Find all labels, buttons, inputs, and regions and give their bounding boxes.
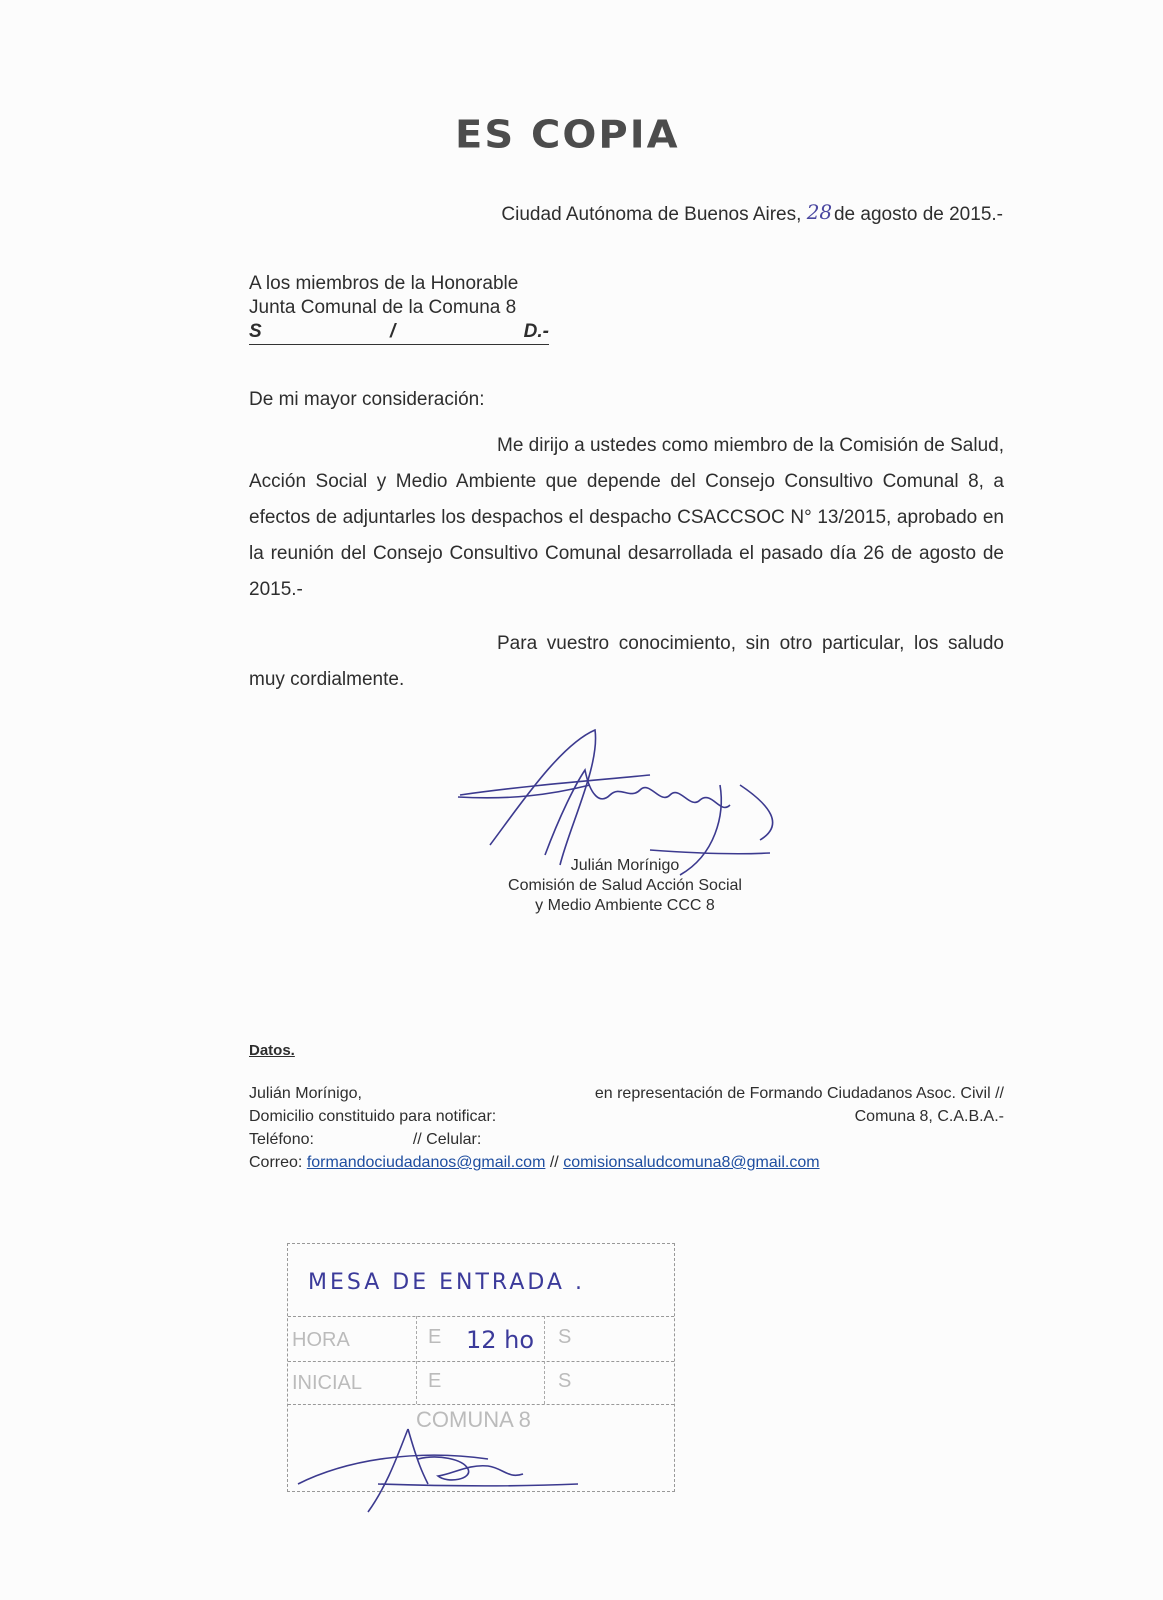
date-day: 28	[806, 200, 833, 224]
datos-line-3	[249, 1128, 1004, 1151]
address-line-1: A los miembros de la Honorable	[249, 273, 519, 294]
signer-name: Julián Morínigo	[570, 857, 680, 874]
address-sd	[249, 320, 549, 345]
stamp-e-2: E	[428, 1370, 442, 1392]
reception-stamp	[287, 1243, 675, 1492]
stamp-e-1: E	[428, 1326, 442, 1348]
stamp-handwritten-title: MESA DE ENTRADA .	[308, 1270, 585, 1295]
body-paragraph-1: Me dirijo a ustedes como miembro de la Comisión de Salud, Acción Social y Medio Ambiente que depende del Consejo Consultivo Comunal 8, a efectos de adjuntarles los despachos el despacho CSACCSOC N° 13/2015, aprobado en la reunión del Consejo Consultivo Comunal desarrollada el pasado día 26 de agosto de 2015.-	[249, 435, 1004, 600]
stamp-inicial-label: INICIAL	[292, 1372, 363, 1394]
signer-role-1: Comisión de Salud Acción Social	[508, 877, 742, 894]
address-slash: /	[390, 321, 396, 342]
stamp-signature	[288, 1404, 588, 1514]
signer-role-2: y Medio Ambiente CCC 8	[535, 897, 715, 914]
datos-line-2	[249, 1105, 1004, 1128]
datos-representation: en representación de Formando Ciudadanos Asoc. Civil //	[594, 1085, 1004, 1102]
email-link-formando[interactable]: formandociudadanos@gmail.com	[306, 1154, 546, 1171]
datos-line-1	[249, 1082, 1004, 1105]
email-link-comision[interactable]: comisionsaludcomuna8@gmail.com	[563, 1154, 820, 1171]
body-paragraph-2: Para vuestro conocimiento, sin otro particular, los saludo muy cordialmente.	[249, 633, 1004, 690]
stamp-s-2: S	[558, 1370, 572, 1392]
stamp-s-1: S	[558, 1326, 572, 1348]
date-line	[440, 200, 1003, 226]
datos-name: Julián Morínigo,	[249, 1085, 362, 1102]
address-line-2: Junta Comunal de la Comuna 8	[249, 297, 517, 318]
datos-heading: Datos.	[249, 1042, 295, 1059]
datos-cell-label: // Celular:	[412, 1131, 482, 1148]
datos-email-label: Correo:	[249, 1154, 303, 1171]
datos-domicile-comuna: Comuna 8, C.A.B.A.-	[854, 1108, 1004, 1125]
greeting: De mi mayor consideración:	[249, 389, 485, 410]
datos-domicile-label: Domicilio constituido para notificar:	[249, 1108, 497, 1125]
date-place: Ciudad Autónoma de Buenos Aires,	[501, 204, 802, 225]
address-s: S	[249, 321, 262, 342]
datos-section	[249, 1082, 1004, 1174]
datos-email-separator: //	[549, 1154, 559, 1171]
address-d: D.-	[523, 321, 549, 342]
stamp-comuna: COMUNA 8	[416, 1407, 531, 1432]
datos-phone-label: Teléfono:	[249, 1131, 314, 1148]
stamp-hora-value: 12 ho	[466, 1326, 535, 1354]
signature-block	[450, 856, 800, 916]
recipient-address	[249, 272, 549, 345]
stamp-hora-label: HORA	[292, 1329, 350, 1351]
datos-line-4	[249, 1151, 1004, 1174]
es-copia-stamp: ES COPIA	[455, 113, 680, 157]
date-rest: de agosto de 2015.-	[833, 204, 1003, 225]
